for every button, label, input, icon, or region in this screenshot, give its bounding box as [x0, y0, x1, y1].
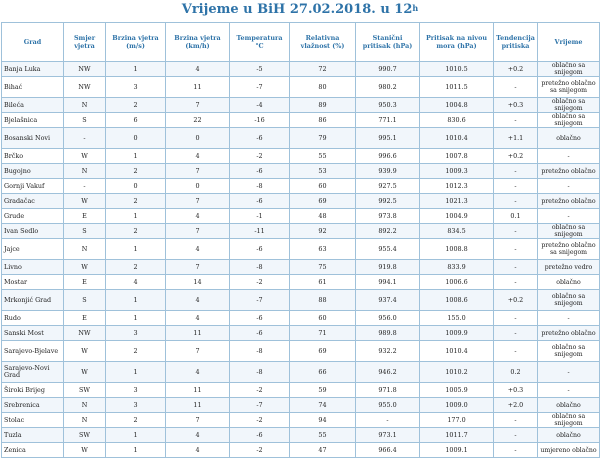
table-row	[2, 149, 600, 164]
pressure-tendency-cell: -	[494, 164, 538, 179]
city-cell: Široki Brijeg	[2, 383, 64, 398]
sea-level-pressure-cell: 1009.1	[420, 443, 494, 458]
header-pritisak-more: Pritisak na nivou mora (hPa)	[420, 23, 494, 62]
station-pressure-cell: 939.9	[356, 164, 420, 179]
wind-speed-kmh-cell: 11	[166, 326, 230, 341]
city-cell: Grude	[2, 209, 64, 224]
station-pressure-cell: 989.8	[356, 326, 420, 341]
wind-speed-kmh-cell: 7	[166, 413, 230, 428]
city-cell: Stolac	[2, 413, 64, 428]
table-row	[2, 311, 600, 326]
station-pressure-cell: 955.4	[356, 239, 420, 260]
humidity-cell: 89	[290, 98, 356, 113]
wind-direction-cell: S	[64, 290, 106, 311]
station-pressure-cell: 992.5	[356, 194, 420, 209]
wind-speed-ms-cell: 1	[106, 62, 166, 77]
pressure-tendency-cell: 0.2	[494, 362, 538, 383]
station-pressure-cell: 956.0	[356, 311, 420, 326]
city-cell: Jajce	[2, 239, 64, 260]
pressure-tendency-cell: -	[494, 413, 538, 428]
pressure-tendency-cell: +0.2	[494, 290, 538, 311]
header-vlaznost: Relativna vlažnost (%)	[290, 23, 356, 62]
wind-speed-kmh-cell: 7	[166, 260, 230, 275]
temperature-cell: -8	[230, 179, 290, 194]
wind-speed-kmh-cell: 7	[166, 194, 230, 209]
temperature-cell: -6	[230, 311, 290, 326]
sea-level-pressure-cell: 177.0	[420, 413, 494, 428]
wind-speed-ms-cell: 1	[106, 362, 166, 383]
temperature-cell: -5	[230, 62, 290, 77]
wind-speed-ms-cell: 2	[106, 98, 166, 113]
table-row	[2, 179, 600, 194]
pressure-tendency-cell: +0.2	[494, 149, 538, 164]
wind-speed-ms-cell: 2	[106, 194, 166, 209]
wind-speed-kmh-cell: 4	[166, 209, 230, 224]
weather-cell: oblačno sa snijegom	[538, 224, 600, 239]
pressure-tendency-cell: -	[494, 224, 538, 239]
pressure-tendency-cell: -	[494, 311, 538, 326]
wind-speed-kmh-cell: 4	[166, 149, 230, 164]
wind-speed-kmh-cell: 0	[166, 179, 230, 194]
wind-speed-ms-cell: 1	[106, 209, 166, 224]
wind-direction-cell: S	[64, 113, 106, 128]
table-row	[2, 275, 600, 290]
humidity-cell: 74	[290, 398, 356, 413]
weather-cell: oblačno	[538, 428, 600, 443]
humidity-cell: 69	[290, 194, 356, 209]
sea-level-pressure-cell: 1008.6	[420, 290, 494, 311]
city-cell: Bileća	[2, 98, 64, 113]
table-row	[2, 77, 600, 98]
station-pressure-cell: 994.1	[356, 275, 420, 290]
sea-level-pressure-cell: 1012.3	[420, 179, 494, 194]
wind-speed-kmh-cell: 14	[166, 275, 230, 290]
header-brzina-ms: Brzina vjetra (m/s)	[106, 23, 166, 62]
weather-cell: oblačno sa snijegom	[538, 62, 600, 77]
wind-speed-kmh-cell: 0	[166, 128, 230, 149]
humidity-cell: 71	[290, 326, 356, 341]
temperature-cell: -2	[230, 383, 290, 398]
wind-speed-kmh-cell: 11	[166, 383, 230, 398]
temperature-cell: -8	[230, 260, 290, 275]
humidity-cell: 60	[290, 311, 356, 326]
wind-direction-cell: -	[64, 179, 106, 194]
weather-cell: pretežno oblačno sa snijegom	[538, 77, 600, 98]
city-cell: Mostar	[2, 275, 64, 290]
header-grad: Grad	[2, 23, 64, 62]
wind-speed-ms-cell: 1	[106, 149, 166, 164]
wind-speed-ms-cell: 1	[106, 311, 166, 326]
weather-cell: pretežno oblačno	[538, 194, 600, 209]
wind-direction-cell: N	[64, 239, 106, 260]
station-pressure-cell: 771.1	[356, 113, 420, 128]
sea-level-pressure-cell: 1008.8	[420, 239, 494, 260]
table-row	[2, 341, 600, 362]
wind-speed-ms-cell: 3	[106, 77, 166, 98]
wind-speed-kmh-cell: 7	[166, 164, 230, 179]
weather-cell: pretežno oblačno	[538, 326, 600, 341]
sea-level-pressure-cell: 833.9	[420, 260, 494, 275]
header-row	[2, 23, 600, 62]
wind-direction-cell: W	[64, 149, 106, 164]
title-superscript: h	[412, 3, 419, 13]
pressure-tendency-cell: +0.3	[494, 383, 538, 398]
city-cell: Livno	[2, 260, 64, 275]
humidity-cell: 59	[290, 383, 356, 398]
temperature-cell: -6	[230, 428, 290, 443]
wind-speed-ms-cell: 2	[106, 164, 166, 179]
weather-cell: oblačno sa snijegom	[538, 98, 600, 113]
weather-cell: -	[538, 149, 600, 164]
temperature-cell: -2	[230, 275, 290, 290]
city-cell: Sanski Most	[2, 326, 64, 341]
header-smjer-vjetra: Smjer vjetra	[64, 23, 106, 62]
station-pressure-cell: 990.7	[356, 62, 420, 77]
temperature-cell: -6	[230, 128, 290, 149]
header-vrijeme: Vrijeme	[538, 23, 600, 62]
city-cell: Ivan Sedlo	[2, 224, 64, 239]
table-row	[2, 224, 600, 239]
table-row	[2, 290, 600, 311]
wind-direction-cell: W	[64, 341, 106, 362]
city-cell: Bugojno	[2, 164, 64, 179]
city-cell: Bjelašnica	[2, 113, 64, 128]
weather-cell: -	[538, 362, 600, 383]
wind-direction-cell: N	[64, 413, 106, 428]
wind-speed-kmh-cell: 7	[166, 224, 230, 239]
station-pressure-cell: -	[356, 413, 420, 428]
station-pressure-cell: 950.3	[356, 98, 420, 113]
city-cell: Tuzla	[2, 428, 64, 443]
table-row	[2, 428, 600, 443]
weather-cell: umjereno oblačno	[538, 443, 600, 458]
humidity-cell: 55	[290, 149, 356, 164]
temperature-cell: -16	[230, 113, 290, 128]
city-cell: Sarajevo-Bjelave	[2, 341, 64, 362]
wind-speed-ms-cell: 1	[106, 443, 166, 458]
temperature-cell: -2	[230, 149, 290, 164]
wind-direction-cell: N	[64, 398, 106, 413]
weather-cell: -	[538, 179, 600, 194]
station-pressure-cell: 946.2	[356, 362, 420, 383]
wind-direction-cell: N	[64, 164, 106, 179]
wind-speed-kmh-cell: 11	[166, 398, 230, 413]
city-cell: Rudo	[2, 311, 64, 326]
wind-speed-kmh-cell: 11	[166, 77, 230, 98]
weather-cell: -	[538, 311, 600, 326]
weather-cell: oblačno	[538, 398, 600, 413]
wind-speed-kmh-cell: 22	[166, 113, 230, 128]
station-pressure-cell: 919.8	[356, 260, 420, 275]
wind-direction-cell: W	[64, 362, 106, 383]
city-cell: Srebrenica	[2, 398, 64, 413]
sea-level-pressure-cell: 830.6	[420, 113, 494, 128]
temperature-cell: -2	[230, 443, 290, 458]
sea-level-pressure-cell: 1009.0	[420, 398, 494, 413]
sea-level-pressure-cell: 1004.9	[420, 209, 494, 224]
header-tendencija: Tendencija pritiska	[494, 23, 538, 62]
station-pressure-cell: 980.2	[356, 77, 420, 98]
sea-level-pressure-cell: 834.5	[420, 224, 494, 239]
pressure-tendency-cell: -	[494, 113, 538, 128]
wind-speed-ms-cell: 3	[106, 326, 166, 341]
humidity-cell: 61	[290, 275, 356, 290]
header-stanicni-pritisak: Stanični pritisak (hPa)	[356, 23, 420, 62]
pressure-tendency-cell: -	[494, 275, 538, 290]
weather-cell: pretežno oblačno	[538, 164, 600, 179]
wind-speed-ms-cell: 2	[106, 341, 166, 362]
pressure-tendency-cell: -	[494, 428, 538, 443]
temperature-cell: -7	[230, 77, 290, 98]
humidity-cell: 92	[290, 224, 356, 239]
wind-direction-cell: S	[64, 224, 106, 239]
wind-speed-kmh-cell: 4	[166, 311, 230, 326]
wind-speed-ms-cell: 4	[106, 275, 166, 290]
humidity-cell: 80	[290, 77, 356, 98]
sea-level-pressure-cell: 1010.2	[420, 362, 494, 383]
wind-speed-ms-cell: 2	[106, 413, 166, 428]
station-pressure-cell: 932.2	[356, 341, 420, 362]
wind-speed-ms-cell: 1	[106, 428, 166, 443]
wind-direction-cell: W	[64, 194, 106, 209]
temperature-cell: -6	[230, 326, 290, 341]
wind-speed-ms-cell: 3	[106, 398, 166, 413]
weather-cell: oblačno	[538, 128, 600, 149]
table-row	[2, 128, 600, 149]
humidity-cell: 66	[290, 362, 356, 383]
station-pressure-cell: 971.8	[356, 383, 420, 398]
humidity-cell: 75	[290, 260, 356, 275]
humidity-cell: 72	[290, 62, 356, 77]
city-cell: Brčko	[2, 149, 64, 164]
humidity-cell: 53	[290, 164, 356, 179]
city-cell: Banja Luka	[2, 62, 64, 77]
sea-level-pressure-cell: 1010.5	[420, 62, 494, 77]
weather-cell: oblačno sa snijegom	[538, 341, 600, 362]
weather-cell: oblačno sa snijegom	[538, 290, 600, 311]
pressure-tendency-cell: -	[494, 443, 538, 458]
table-row	[2, 398, 600, 413]
city-cell: Gradačac	[2, 194, 64, 209]
wind-speed-ms-cell: 3	[106, 383, 166, 398]
pressure-tendency-cell: +1.1	[494, 128, 538, 149]
humidity-cell: 47	[290, 443, 356, 458]
station-pressure-cell: 973.1	[356, 428, 420, 443]
wind-direction-cell: SW	[64, 428, 106, 443]
humidity-cell: 60	[290, 179, 356, 194]
humidity-cell: 55	[290, 428, 356, 443]
wind-direction-cell: W	[64, 260, 106, 275]
wind-speed-kmh-cell: 7	[166, 341, 230, 362]
station-pressure-cell: 995.1	[356, 128, 420, 149]
wind-direction-cell: N	[64, 98, 106, 113]
humidity-cell: 86	[290, 113, 356, 128]
temperature-cell: -2	[230, 413, 290, 428]
wind-speed-kmh-cell: 4	[166, 290, 230, 311]
table-row	[2, 362, 600, 383]
sea-level-pressure-cell: 155.0	[420, 311, 494, 326]
pressure-tendency-cell: -	[494, 260, 538, 275]
station-pressure-cell: 973.8	[356, 209, 420, 224]
wind-speed-ms-cell: 2	[106, 224, 166, 239]
sea-level-pressure-cell: 1005.9	[420, 383, 494, 398]
table-row	[2, 113, 600, 128]
wind-direction-cell: E	[64, 209, 106, 224]
table-row	[2, 260, 600, 275]
table-body	[2, 62, 600, 458]
sea-level-pressure-cell: 1010.4	[420, 341, 494, 362]
sea-level-pressure-cell: 1021.3	[420, 194, 494, 209]
pressure-tendency-cell: -	[494, 239, 538, 260]
wind-speed-kmh-cell: 7	[166, 98, 230, 113]
table-row	[2, 383, 600, 398]
temperature-cell: -6	[230, 164, 290, 179]
weather-cell: pretežno vedro	[538, 260, 600, 275]
table-row	[2, 209, 600, 224]
pressure-tendency-cell: -	[494, 179, 538, 194]
temperature-cell: -7	[230, 290, 290, 311]
pressure-tendency-cell: -	[494, 326, 538, 341]
wind-speed-kmh-cell: 4	[166, 428, 230, 443]
page-title	[0, 0, 600, 22]
wind-speed-ms-cell: 0	[106, 128, 166, 149]
wind-speed-ms-cell: 1	[106, 290, 166, 311]
table-row	[2, 62, 600, 77]
pressure-tendency-cell: -	[494, 341, 538, 362]
wind-direction-cell: -	[64, 128, 106, 149]
sea-level-pressure-cell: 1006.6	[420, 275, 494, 290]
table-row	[2, 413, 600, 428]
pressure-tendency-cell: -	[494, 77, 538, 98]
wind-speed-kmh-cell: 4	[166, 443, 230, 458]
wind-direction-cell: E	[64, 275, 106, 290]
weather-table	[1, 22, 600, 458]
station-pressure-cell: 937.4	[356, 290, 420, 311]
wind-speed-ms-cell: 6	[106, 113, 166, 128]
wind-direction-cell: SW	[64, 383, 106, 398]
humidity-cell: 88	[290, 290, 356, 311]
temperature-cell: -7	[230, 398, 290, 413]
city-cell: Bosanski Novi	[2, 128, 64, 149]
table-row	[2, 443, 600, 458]
temperature-cell: -6	[230, 194, 290, 209]
humidity-cell: 79	[290, 128, 356, 149]
sea-level-pressure-cell: 1009.9	[420, 326, 494, 341]
table-row	[2, 326, 600, 341]
table-row	[2, 164, 600, 179]
humidity-cell: 69	[290, 341, 356, 362]
table-row	[2, 194, 600, 209]
station-pressure-cell: 996.6	[356, 149, 420, 164]
weather-cell: -	[538, 383, 600, 398]
temperature-cell: -8	[230, 341, 290, 362]
weather-cell: oblačno sa snijegom	[538, 413, 600, 428]
wind-speed-kmh-cell: 4	[166, 62, 230, 77]
wind-direction-cell: E	[64, 311, 106, 326]
pressure-tendency-cell: +0.3	[494, 98, 538, 113]
station-pressure-cell: 892.2	[356, 224, 420, 239]
city-cell: Mrkonjić Grad	[2, 290, 64, 311]
sea-level-pressure-cell: 1011.7	[420, 428, 494, 443]
temperature-cell: -11	[230, 224, 290, 239]
weather-cell: pretežno oblačno sa snijegom	[538, 239, 600, 260]
wind-direction-cell: NW	[64, 77, 106, 98]
wind-speed-kmh-cell: 4	[166, 239, 230, 260]
sea-level-pressure-cell: 1004.8	[420, 98, 494, 113]
city-cell: Zenica	[2, 443, 64, 458]
humidity-cell: 94	[290, 413, 356, 428]
city-cell: Sarajevo-Novi Grad	[2, 362, 64, 383]
weather-cell: -	[538, 209, 600, 224]
pressure-tendency-cell: +2.0	[494, 398, 538, 413]
station-pressure-cell: 966.4	[356, 443, 420, 458]
wind-speed-kmh-cell: 4	[166, 362, 230, 383]
humidity-cell: 48	[290, 209, 356, 224]
wind-speed-ms-cell: 0	[106, 179, 166, 194]
sea-level-pressure-cell: 1007.8	[420, 149, 494, 164]
weather-cell: oblačno sa snijegom	[538, 113, 600, 128]
pressure-tendency-cell: +0.2	[494, 62, 538, 77]
wind-direction-cell: NW	[64, 326, 106, 341]
pressure-tendency-cell: 0.1	[494, 209, 538, 224]
station-pressure-cell: 955.0	[356, 398, 420, 413]
station-pressure-cell: 927.5	[356, 179, 420, 194]
sea-level-pressure-cell: 1010.4	[420, 128, 494, 149]
sea-level-pressure-cell: 1009.3	[420, 164, 494, 179]
wind-speed-ms-cell: 2	[106, 260, 166, 275]
temperature-cell: -8	[230, 362, 290, 383]
header-brzina-kmh: Brzina vjetra (km/h)	[166, 23, 230, 62]
humidity-cell: 63	[290, 239, 356, 260]
temperature-cell: -1	[230, 209, 290, 224]
sea-level-pressure-cell: 1011.5	[420, 77, 494, 98]
header-temperatura: Temperatura °C	[230, 23, 290, 62]
wind-speed-ms-cell: 1	[106, 239, 166, 260]
table-row	[2, 239, 600, 260]
table-row	[2, 98, 600, 113]
weather-cell: oblačno	[538, 275, 600, 290]
wind-direction-cell: W	[64, 443, 106, 458]
city-cell: Bihać	[2, 77, 64, 98]
title-text: Vrijeme u BiH 27.02.2018. u 12	[181, 2, 413, 17]
temperature-cell: -6	[230, 239, 290, 260]
temperature-cell: -4	[230, 98, 290, 113]
pressure-tendency-cell: -	[494, 194, 538, 209]
wind-direction-cell: NW	[64, 62, 106, 77]
city-cell: Gornji Vakuf	[2, 179, 64, 194]
